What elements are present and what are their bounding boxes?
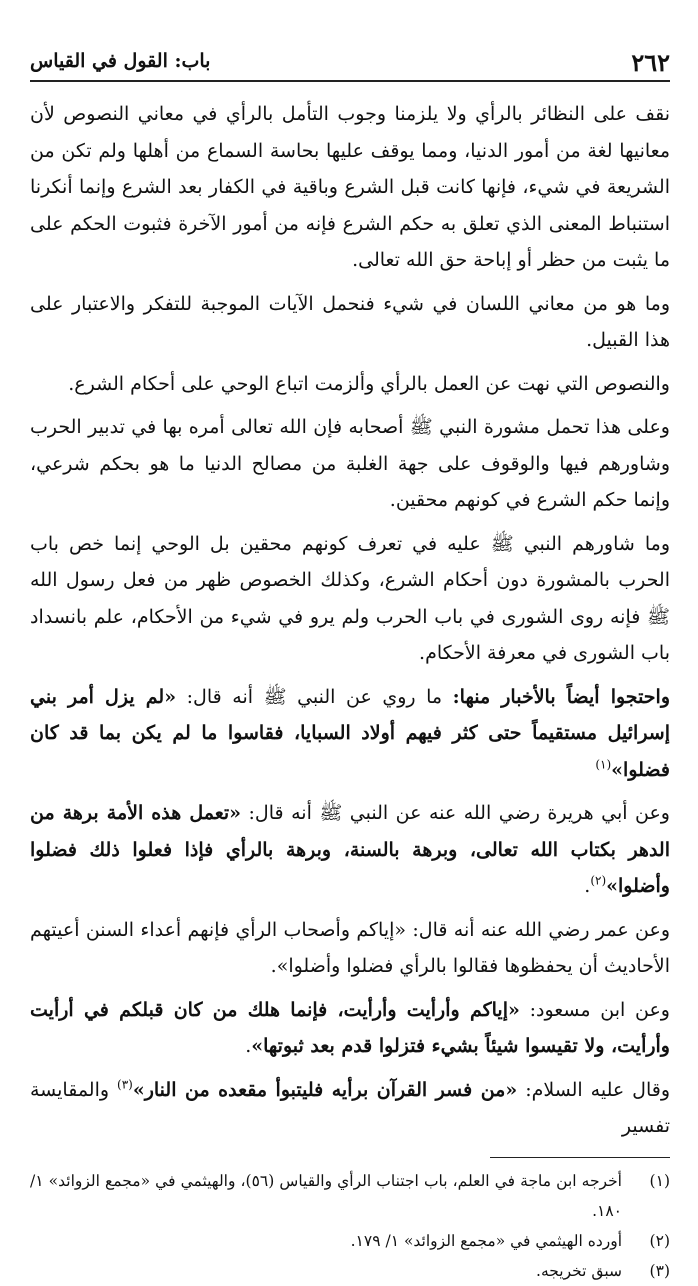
- footnote-text: سبق تخريجه.: [536, 1261, 622, 1280]
- paragraph: [30, 286, 670, 359]
- paragraph-text: ما روي عن النبي ﷺ أنه قال:: [176, 685, 453, 708]
- paragraph: [30, 96, 670, 279]
- chapter-title: باب: القول في القياس: [30, 50, 211, 72]
- page-body: [30, 96, 670, 1145]
- paragraph-text: .: [245, 1035, 252, 1057]
- footnote-text: أخرجه ابن ماجة في العلم، باب اجتناب الرأي والقياس (٥٦)، والهيثمي في «مجمع الزوائد» ١/ ١٨٠.: [30, 1171, 622, 1220]
- paragraph: [30, 366, 670, 403]
- paragraph-text: .: [584, 875, 591, 897]
- footnote-ref: (٣): [117, 1077, 133, 1092]
- paragraph-text: نقف على النظائر بالرأي ولا يلزمنا وجوب التأمل بالرأي في معاني النصوص لأن معانيها لغة من أمور الدنيا، ومما يوقف عليها بحاسة السماع من أهلها ولم تكن من الشريعة في شيء، فإنها كانت قبل الشرع وباقية في الكفار بعد الشرع وإنما أنكرنا استنباط المعنى الذي تعلق به حكم الشرع فإنه من أمور الآخرة فثبوت الحكم على ما يثبت من حظر أو إباحة حق الله تعالى.: [30, 103, 670, 271]
- paragraph-text: وعن أبي هريرة رضي الله عنه عن النبي ﷺ أنه قال:: [241, 802, 670, 824]
- book-page: [30, 40, 670, 1286]
- paragraph: [30, 526, 670, 672]
- paragraph-text: وقال عليه السلام:: [517, 1078, 670, 1101]
- page-number: ٢٦٢: [631, 48, 670, 77]
- quote-text: «لم يزل أمر بني إسرائيل مستقيماً حتى كثر فيهم أولاد السبايا، فقاسوا ما لم يكن بما قد كان فضلوا»: [30, 685, 670, 781]
- paragraph-text: وما هو من معاني اللسان في شيء فنحمل الآيات الموجبة للتفكر والاعتبار على هذا القبيل.: [30, 292, 670, 351]
- quote-text: «تعمل هذه الأمة برهة من الدهر بكتاب الله تعالى، وبرهة بالسنة، وبرهة بالرأي فإذا فعلوا ذلك فضلوا وأضلوا»: [30, 802, 670, 897]
- footnote-number: (٣): [649, 1261, 670, 1280]
- paragraph-text: وعن عمر رضي الله عنه أنه قال: «إياكم وأصحاب الرأي فإنهم أعداء السنن أعيتهم الأحاديث أن يحفظوها فقالوا بالرأي فضلوا وأضلوا».: [30, 918, 670, 977]
- paragraph: [30, 1072, 670, 1145]
- footnote-ref: (١): [595, 757, 612, 772]
- footnotes: [30, 1166, 670, 1286]
- footnote-separator: [490, 1157, 670, 1158]
- quote-text: واحتجوا أيضاً بالأخبار منها:: [452, 685, 670, 708]
- paragraph-text: والنصوص التي نهت عن العمل بالرأي وألزمت اتباع الوحي على أحكام الشرع.: [68, 372, 670, 395]
- paragraph: [30, 409, 670, 519]
- paragraph-text: وما شاورهم النبي ﷺ عليه في تعرف كونهم محقين بل الوحي إنما خص باب الحرب بالمشورة دون أحكام الشرع، وكذلك الخصوص ظهر من فعل رسول الله ﷺ فإنه روى الشورى في باب الحرب ولم يرو في شيء من الأحكام، علم بانسداد باب الشورى في معرفة الأحكام.: [30, 532, 670, 664]
- footnote-number: (٢): [649, 1231, 670, 1250]
- paragraph-text: والمقايسة تفسير: [30, 1078, 670, 1137]
- footnote-number: (١): [649, 1171, 670, 1190]
- footnote: [30, 1166, 670, 1226]
- footnote: [30, 1256, 670, 1286]
- footnote-text: أورده الهيثمي في «مجمع الزوائد» ١/ ١٧٩.: [350, 1231, 622, 1250]
- paragraph: [30, 912, 670, 985]
- page-header: [30, 40, 670, 82]
- paragraph-text: وعلى هذا تحمل مشورة النبي ﷺ أصحابه فإن الله تعالى أمره بها في تدبير الحرب وشاورهم فيها والوقوف على جهة الغلبة من مصالح الدنيا ما هو بحكم شرعي، وإنما حكم الشرع في كونهم محقين.: [30, 416, 670, 511]
- quote-text: «إياكم وأرأيت وأرأيت، فإنما هلك من كان قبلكم في أرأيت وأرأيت، ولا تقيسوا شيئاً بشيء فتزلوا قدم بعد ثبوتها»: [30, 998, 670, 1057]
- paragraph: [30, 795, 670, 905]
- quote-text: «من فسر القرآن برأيه فليتبوأ مقعده من النار»: [132, 1078, 518, 1101]
- footnote-ref: (٢): [590, 873, 607, 888]
- paragraph-text: وعن ابن مسعود:: [519, 998, 670, 1021]
- footnote: [30, 1226, 670, 1256]
- paragraph: [30, 679, 670, 789]
- paragraph: [30, 992, 670, 1065]
